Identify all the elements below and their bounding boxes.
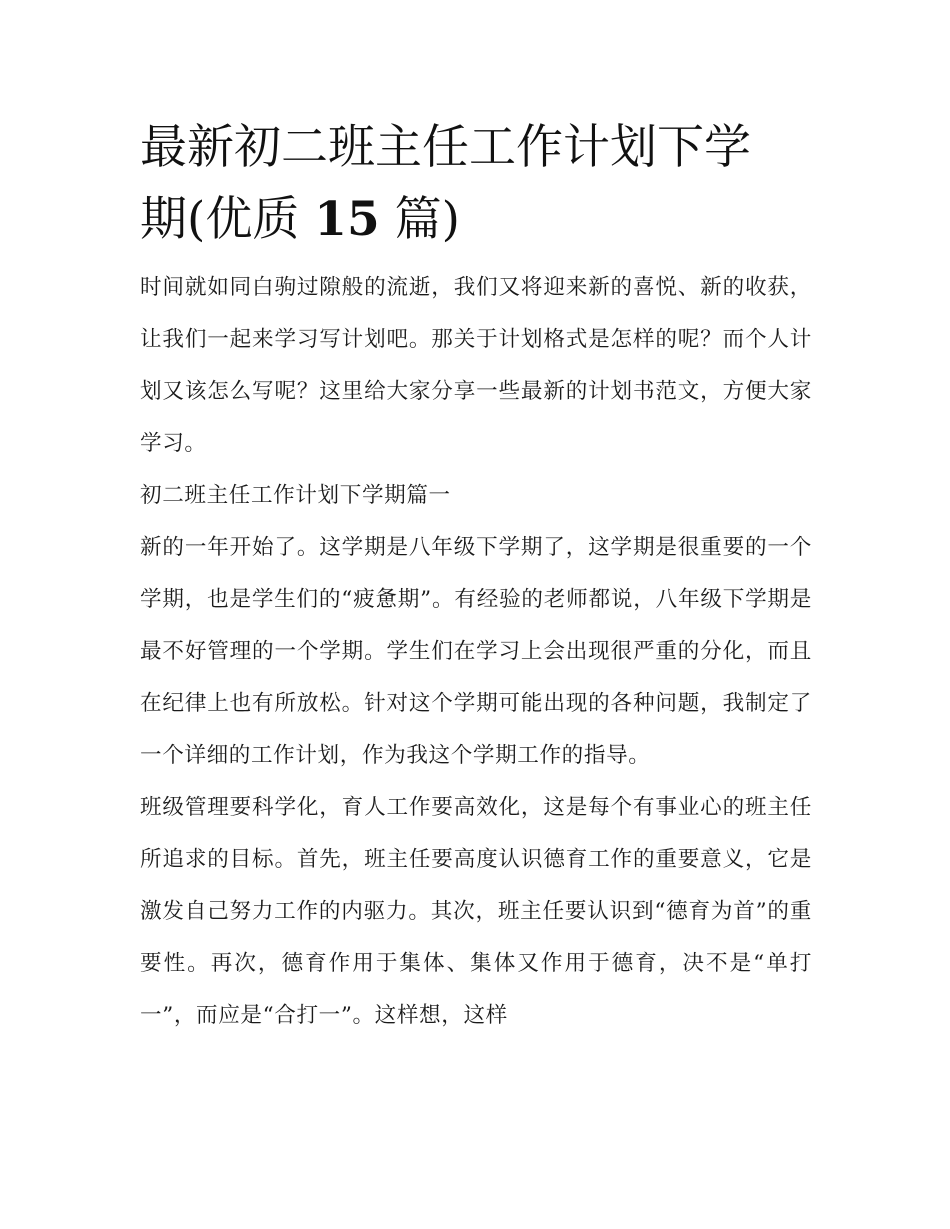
title-count: 15 <box>314 192 380 247</box>
section-heading: 初二班主任工作计划下学期篇一 <box>140 483 451 508</box>
document-title-block <box>140 112 812 256</box>
title-line-2-suffix: 篇) <box>379 192 460 247</box>
document-title <box>140 112 812 256</box>
title-line-2-prefix: 期(优质 <box>140 192 315 247</box>
intro-paragraph: 时间就如同白驹过隙般的流逝，我们又将迎来新的喜悦、新的收获，让我们一起来学习写计划吧。那关于计划格式是怎样的呢？而个人计划又该怎么写呢？这里给大家分享一些最新的计划书范文，方便大家学习。 <box>140 275 812 456</box>
title-line-1: 最新初二班主任工作计划下学 <box>140 120 751 175</box>
body-paragraph-1: 新的一年开始了。这学期是八年级下学期了，这学期是很重要的一个学期，也是学生们的“疲惫期”。有经验的老师都说，八年级下学期是最不好管理的一个学期。学生们在学习上会出现很严重的分化，而且在纪律上也有所放松。针对这个学期可能出现的各种问题，我制定了一个详细的工作计划，作为我这个学期工作的指导。 <box>140 535 812 768</box>
document-body <box>140 112 812 1042</box>
body-paragraph-2: 班级管理要科学化，育人工作要高效化，这是每个有事业心的班主任所追求的目标。首先，班主任要高度认识德育工作的重要意义，它是激发自己努力工作的内驱力。其次，班主任要认识到“德育为首”的重要性。再次，德育作用于集体、集体又作用于德育，决不是“单打一”，而应是“合打一”。这样想，这样 <box>140 795 812 1028</box>
